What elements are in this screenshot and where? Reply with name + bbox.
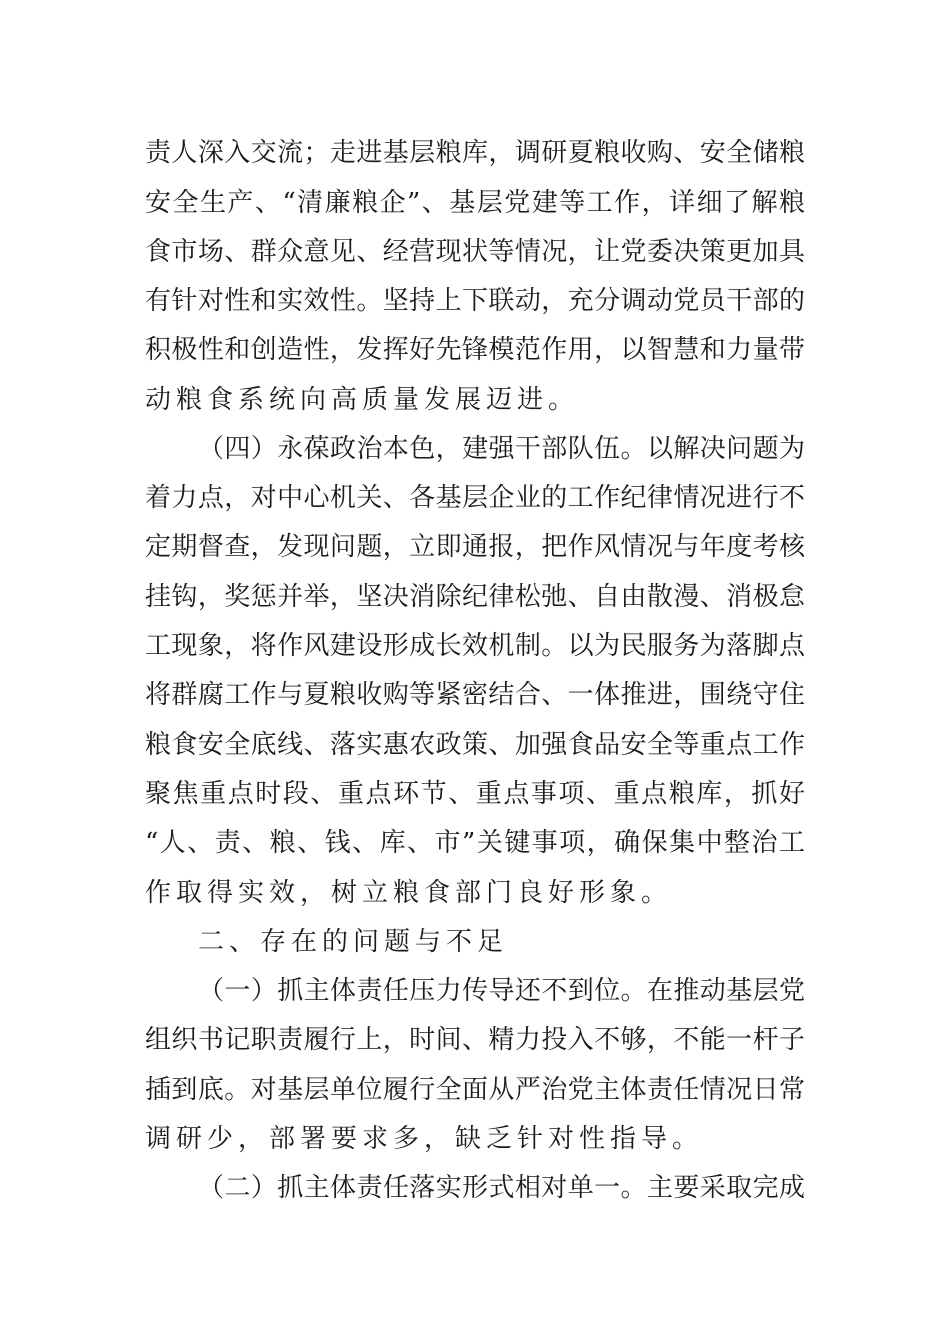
paragraph-4-line-1: （二）抓主体责任落实形式相对单一。主要采取完成 bbox=[198, 1173, 805, 1203]
paragraph-2-line-4: 挂钩，奖惩并举，坚决消除纪律松弛、自由散漫、消极怠 bbox=[145, 582, 805, 612]
paragraph-1-line-5: 积极性和创造性，发挥好先锋模范作用，以智慧和力量带 bbox=[145, 335, 805, 365]
paragraph-3-line-3: 插到底。对基层单位履行全面从严治党主体责任情况日常 bbox=[145, 1075, 805, 1105]
paragraph-3-line-2: 组织书记职责履行上，时间、精力投入不够，不能一杆子 bbox=[145, 1025, 805, 1055]
paragraph-1-line-2: 安全生产、“清廉粮企”、基层党建等工作，详细了解粮 bbox=[145, 188, 805, 218]
paragraph-2-line-2: 着力点，对中心机关、各基层企业的工作纪律情况进行不 bbox=[145, 483, 805, 513]
paragraph-2-line-1: （四）永葆政治本色，建强干部队伍。以解决问题为 bbox=[198, 434, 805, 464]
paragraph-2-line-10: 作取得实效，树立粮食部门良好形象。 bbox=[145, 878, 673, 908]
paragraph-1-line-6: 动粮食系统向高质量发展迈进。 bbox=[145, 385, 580, 415]
section-heading: 二、存在的问题与不足 bbox=[198, 927, 509, 957]
paragraph-2-line-7: 粮食安全底线、落实惠农政策、加强食品安全等重点工作 bbox=[145, 730, 805, 760]
paragraph-3-line-1: （一）抓主体责任压力传导还不到位。在推动基层党 bbox=[198, 976, 805, 1006]
paragraph-1-line-1: 责人深入交流；走进基层粮库，调研夏粮收购、安全储粮 bbox=[145, 138, 805, 168]
paragraph-1-line-3: 食市场、群众意见、经营现状等情况，让党委决策更加具 bbox=[145, 237, 805, 267]
paragraph-1-line-4: 有针对性和实效性。坚持上下联动，充分调动党员干部的 bbox=[145, 286, 805, 316]
paragraph-3-line-4: 调研少，部署要求多，缺乏针对性指导。 bbox=[145, 1124, 704, 1154]
paragraph-2-line-9: “人、责、粮、钱、库、市”关键事项，确保集中整治工 bbox=[145, 828, 805, 858]
paragraph-2-line-6: 将群腐工作与夏粮收购等紧密结合、一体推进，围绕守住 bbox=[145, 680, 805, 710]
paragraph-2-line-5: 工现象，将作风建设形成长效机制。以为民服务为落脚点 bbox=[145, 631, 805, 661]
paragraph-2-line-8: 聚焦重点时段、重点环节、重点事项、重点粮库，抓好 bbox=[145, 779, 805, 809]
paragraph-2-line-3: 定期督查，发现问题，立即通报，把作风情况与年度考核 bbox=[145, 532, 805, 562]
